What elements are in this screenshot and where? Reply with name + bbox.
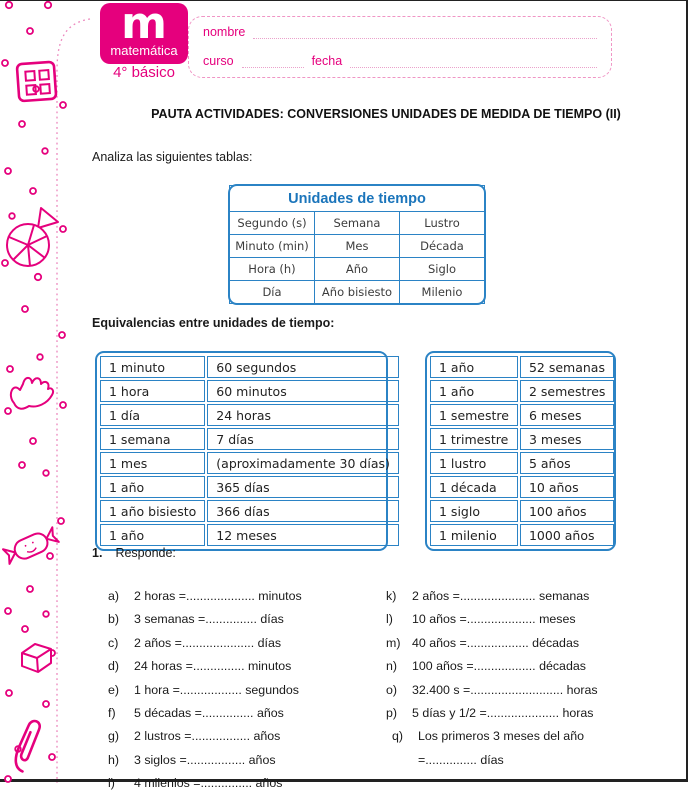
units-table-title: Unidades de tiempo bbox=[230, 186, 485, 212]
equivalences-table-left bbox=[95, 351, 388, 551]
eq-cell: 1 año bbox=[100, 476, 205, 498]
page-title: PAUTA ACTIVIDADES: CONVERSIONES UNIDADES DE MEDIDA DE TIEMPO (II) bbox=[151, 107, 621, 121]
units-cell: Segundo (s) bbox=[230, 212, 315, 235]
hand-doodle-icon bbox=[11, 378, 53, 409]
decorative-dots bbox=[2, 2, 66, 782]
eq-cell: 1 año bbox=[100, 524, 205, 546]
question-h: h) 3 siglos =................. años bbox=[108, 752, 276, 767]
eq-cell: 1000 años bbox=[520, 524, 614, 546]
question-b: b) 3 semanas =............... días bbox=[108, 612, 284, 627]
logo-grade: 4° básico bbox=[113, 64, 175, 81]
candy-doodle-icon bbox=[3, 526, 60, 565]
question-n: n) 100 años =.................. décadas bbox=[386, 659, 586, 674]
eq-cell: 7 días bbox=[207, 428, 399, 450]
question-q-line2: =............... días bbox=[418, 752, 504, 767]
student-info-box bbox=[188, 16, 612, 78]
logo-subject: matemática bbox=[110, 43, 178, 58]
eq-cell: 1 año bbox=[430, 356, 518, 378]
question-q-line1: q) Los primeros 3 meses del año bbox=[392, 729, 584, 744]
eq-cell: 2 semestres bbox=[520, 380, 614, 402]
eq-cell: (aproximadamente 30 días) bbox=[207, 452, 399, 474]
eq-cell: 1 lustro bbox=[430, 452, 518, 474]
units-cell: Año bisiesto bbox=[315, 281, 400, 304]
nombre-field-line bbox=[253, 23, 597, 39]
fecha-label: fecha bbox=[311, 54, 343, 68]
eq-cell: 6 meses bbox=[520, 404, 614, 426]
eq-cell: 1 semana bbox=[100, 428, 205, 450]
question-d: d) 24 horas =............... minutos bbox=[108, 659, 292, 674]
eq-cell: 1 hora bbox=[100, 380, 205, 402]
equivalences-table-right bbox=[425, 351, 616, 551]
eq-cell: 366 días bbox=[207, 500, 399, 522]
eq-cell: 1 minuto bbox=[100, 356, 205, 378]
question-e: e) 1 hora =.................. segundos bbox=[108, 682, 299, 697]
eq-cell: 52 semanas bbox=[520, 356, 614, 378]
question-p: p) 5 días y 1/2 =..................... horas bbox=[386, 705, 594, 720]
question-g: g) 2 lustros =................. años bbox=[108, 729, 281, 744]
curso-field-line bbox=[242, 52, 304, 68]
units-cell: Siglo bbox=[400, 258, 485, 281]
units-cell: Minuto (min) bbox=[230, 235, 315, 258]
questions-left-column bbox=[108, 585, 388, 796]
pinwheel-doodle-icon bbox=[7, 208, 58, 266]
question-a: a) 2 horas =.................... minutos bbox=[108, 589, 302, 603]
question-k: k) 2 años =...................... semanas bbox=[386, 589, 590, 603]
eq-cell: 365 días bbox=[207, 476, 399, 498]
window-doodle-icon bbox=[17, 62, 56, 101]
eq-cell: 1 año bisiesto bbox=[100, 500, 205, 522]
curso-label: curso bbox=[203, 54, 234, 68]
units-cell: Mes bbox=[315, 235, 400, 258]
units-cell: Década bbox=[400, 235, 485, 258]
units-cell: Milenio bbox=[400, 281, 485, 304]
logo-letter: m bbox=[121, 0, 167, 49]
cube-doodle-icon bbox=[22, 644, 51, 672]
eq-cell: 1 mes bbox=[100, 452, 205, 474]
units-of-time-table bbox=[228, 184, 486, 305]
eq-cell: 1 semestre bbox=[430, 404, 518, 426]
margin-decorations bbox=[0, 1, 103, 783]
eq-cell: 1 día bbox=[100, 404, 205, 426]
eq-cell: 5 años bbox=[520, 452, 614, 474]
eq-cell: 3 meses bbox=[520, 428, 614, 450]
units-cell: Año bbox=[315, 258, 400, 281]
units-cell: Semana bbox=[315, 212, 400, 235]
questions-right-column bbox=[386, 585, 686, 772]
eq-cell: 60 segundos bbox=[207, 356, 399, 378]
eq-cell: 12 meses bbox=[207, 524, 399, 546]
eq-cell: 100 años bbox=[520, 500, 614, 522]
margin-dotted-line bbox=[57, 19, 90, 783]
logo bbox=[100, 0, 188, 64]
question-i: i) 4 milenios =............... años bbox=[108, 776, 283, 791]
question-o: o) 32.400 s =........................... horas bbox=[386, 682, 598, 697]
equivalences-heading: Equivalencias entre unidades de tiempo: bbox=[92, 316, 335, 330]
exercise-heading bbox=[92, 546, 176, 560]
nombre-label: nombre bbox=[203, 25, 246, 39]
eq-cell: 1 década bbox=[430, 476, 518, 498]
eq-cell: 1 siglo bbox=[430, 500, 518, 522]
question-m: m) 40 años =.................. décadas bbox=[386, 635, 580, 650]
eq-cell: 1 trimestre bbox=[430, 428, 518, 450]
intro-text: Analiza las siguientes tablas: bbox=[92, 150, 253, 164]
units-cell: Lustro bbox=[400, 212, 485, 235]
units-cell: Día bbox=[230, 281, 315, 304]
eq-cell: 10 años bbox=[520, 476, 614, 498]
question-f: f) 5 décadas =............... años bbox=[108, 705, 284, 720]
eq-cell: 1 año bbox=[430, 380, 518, 402]
eq-cell: 1 milenio bbox=[430, 524, 518, 546]
eq-cell: 24 horas bbox=[207, 404, 399, 426]
exercise-label: Responde: bbox=[115, 546, 176, 560]
eq-cell: 60 minutos bbox=[207, 380, 399, 402]
paperclip-doodle-icon bbox=[14, 719, 41, 773]
question-l: l) 10 años =.................... meses bbox=[386, 612, 576, 627]
exercise-number: 1. bbox=[92, 546, 103, 560]
units-cell: Hora (h) bbox=[230, 258, 315, 281]
question-c: c) 2 años =..................... días bbox=[108, 635, 282, 650]
fecha-field-line bbox=[350, 52, 597, 68]
